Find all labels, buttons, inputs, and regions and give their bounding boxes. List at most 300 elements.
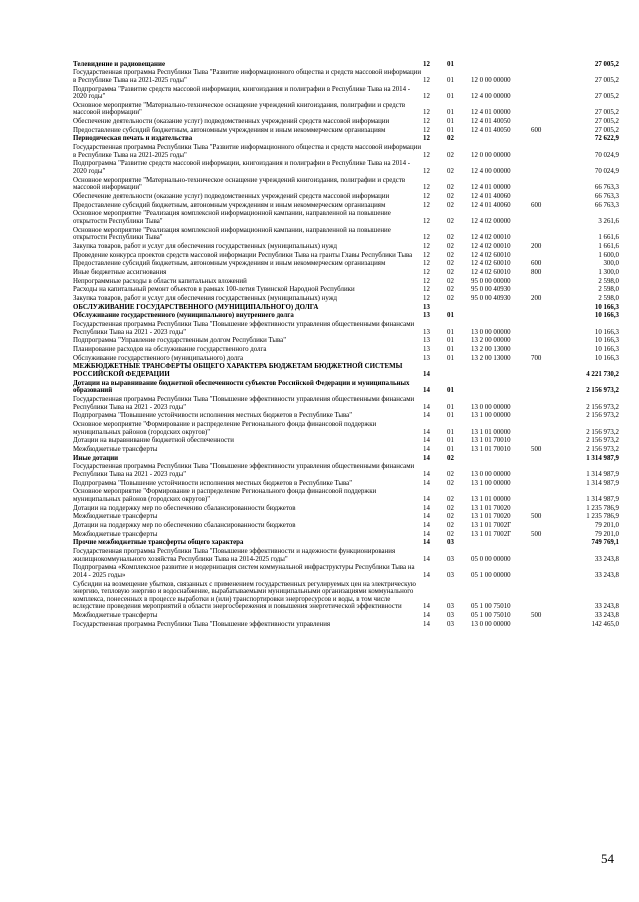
row-amount: 10 166,3 bbox=[594, 354, 619, 362]
row-target-article-code: 12 4 01 00000 bbox=[471, 184, 511, 192]
budget-table bbox=[73, 60, 619, 629]
table-row bbox=[73, 85, 619, 101]
row-target-article-code: 05 1 00 75010 bbox=[471, 612, 511, 620]
row-target-article-code: 12 4 02 00000 bbox=[471, 217, 511, 225]
row-target-article-code: 12 4 02 00010 bbox=[471, 242, 511, 250]
row-subsection-code: 02 bbox=[447, 513, 454, 521]
row-target-article-code: 13 1 00 00000 bbox=[471, 412, 511, 420]
row-target-article-code: 13 2 00 13000 bbox=[471, 354, 511, 362]
row-section-code: 12 bbox=[423, 109, 430, 117]
row-subsection-code: 02 bbox=[447, 286, 454, 294]
row-target-article-code bbox=[471, 312, 531, 321]
row-section-code: 13 bbox=[423, 312, 430, 320]
table-row bbox=[73, 226, 619, 242]
row-amount: 1 314 987,9 bbox=[586, 454, 619, 462]
row-target-article-code bbox=[471, 303, 531, 312]
row-section-code: 14 bbox=[423, 445, 430, 453]
table-row bbox=[73, 160, 619, 176]
row-subsection-code: 01 bbox=[447, 60, 454, 68]
row-target-article-code: 95 0 00 40930 bbox=[471, 286, 511, 294]
row-amount: 66 763,3 bbox=[594, 184, 619, 192]
row-name: Государственная программа Республики Тыва "Развитие информационного общества и средств массовой информации в Республике Тыва на 2021-2025 годы" bbox=[73, 144, 422, 159]
row-name: Предоставление субсидий бюджетным, автономным учреждениям и иным некоммерческим организациям bbox=[73, 201, 386, 209]
row-target-article-code: 13 1 01 70010 bbox=[471, 437, 511, 445]
row-section-code: 12 bbox=[423, 184, 430, 192]
table-row bbox=[73, 192, 619, 201]
row-subsection-code: 02 bbox=[447, 277, 454, 285]
row-section-code: 12 bbox=[423, 260, 430, 268]
row-target-article-code bbox=[471, 135, 531, 144]
row-amount: 10 166,3 bbox=[594, 303, 619, 311]
row-amount: 72 622,9 bbox=[594, 135, 619, 143]
row-section-code: 13 bbox=[423, 303, 430, 311]
row-subsection-code: 02 bbox=[447, 234, 454, 242]
table-row bbox=[73, 445, 619, 454]
row-section-code: 14 bbox=[423, 620, 430, 628]
row-name: Телевидение и радиовещание bbox=[73, 60, 166, 68]
row-section-code: 12 bbox=[423, 251, 430, 259]
row-section-code: 13 bbox=[423, 328, 430, 336]
row-amount: 27 005,2 bbox=[594, 76, 619, 84]
row-subsection-code: 01 bbox=[447, 354, 454, 362]
row-expense-type-code bbox=[531, 135, 561, 144]
row-expense-type-code bbox=[531, 210, 561, 226]
row-expense-type-code bbox=[531, 101, 561, 117]
row-target-article-code: 13 2 00 13000 bbox=[471, 346, 511, 354]
row-target-article-code: 12 4 02 60010 bbox=[471, 251, 511, 259]
row-section-code: 12 bbox=[423, 60, 430, 68]
row-subsection-code: 03 bbox=[447, 555, 454, 563]
table-row bbox=[73, 379, 619, 395]
row-name: Расходы на капитальный ремонт объектов в рамках 100-летия Тувинской Народной Республики bbox=[73, 286, 355, 294]
row-expense-type-code bbox=[531, 420, 561, 436]
row-target-article-code: 13 1 01 70020 bbox=[471, 504, 511, 512]
row-subsection-code: 02 bbox=[447, 530, 454, 538]
row-section-code: 14 bbox=[423, 387, 430, 395]
row-section-code: 14 bbox=[423, 470, 430, 478]
row-name: Планирование расходов на обслуживание государственного долга bbox=[73, 346, 267, 354]
row-subsection-code: 01 bbox=[447, 403, 454, 411]
row-target-article-code: 13 1 01 7002Г bbox=[471, 530, 512, 538]
row-expense-type-code: 500 bbox=[531, 530, 542, 538]
row-target-article-code: 12 4 02 60010 bbox=[471, 268, 511, 276]
page-number: 54 bbox=[601, 851, 614, 866]
row-target-article-code: 13 1 01 70020 bbox=[471, 513, 511, 521]
row-section-code: 14 bbox=[423, 504, 430, 512]
row-amount: 4 221 730,2 bbox=[586, 371, 619, 379]
row-name: Государственная программа Республики Тыва "Повышение эффективности управления общественными финансами Республики Тыва на 2021 - 2023 годы" bbox=[73, 463, 415, 478]
row-subsection-code: 01 bbox=[447, 76, 454, 84]
row-subsection-code: 03 bbox=[447, 539, 454, 547]
row-amount: 27 005,2 bbox=[594, 109, 619, 117]
table-row bbox=[73, 521, 619, 530]
row-expense-type-code: 500 bbox=[531, 612, 542, 620]
row-section-code: 12 bbox=[423, 135, 430, 143]
row-section-code: 12 bbox=[423, 192, 430, 200]
table-row bbox=[73, 176, 619, 192]
row-expense-type-code bbox=[531, 69, 561, 85]
row-amount: 2 598,0 bbox=[598, 277, 619, 285]
row-subsection-code: 03 bbox=[447, 603, 454, 611]
row-subsection-code bbox=[447, 303, 471, 312]
row-target-article-code: 13 1 01 7002Г bbox=[471, 521, 512, 529]
row-expense-type-code bbox=[531, 192, 561, 201]
row-name: Проведение конкурса проектов средств массовой информации Республики Тыва на гранты Главы Республики Тыва bbox=[73, 251, 413, 259]
row-target-article-code bbox=[471, 379, 531, 395]
row-subsection-code: 02 bbox=[447, 504, 454, 512]
row-section-code: 14 bbox=[423, 571, 430, 579]
row-expense-type-code bbox=[531, 547, 561, 563]
table-row bbox=[73, 101, 619, 117]
row-expense-type-code bbox=[531, 395, 561, 411]
row-subsection-code: 02 bbox=[447, 184, 454, 192]
row-section-code: 14 bbox=[423, 530, 430, 538]
row-amount: 1 235 786,9 bbox=[586, 513, 619, 521]
row-section-code: 12 bbox=[423, 242, 430, 250]
row-amount: 27 005,2 bbox=[594, 60, 619, 68]
row-name: Подпрограмма "Развитие средств массовой информации, книгоиздания и полиграфии в Республике Тыва на 2014 - 2020 годы" bbox=[73, 85, 411, 101]
row-expense-type-code bbox=[531, 85, 561, 101]
row-expense-type-code bbox=[531, 144, 561, 160]
row-name: Основное мероприятие "Материально-техническое оснащение учреждений книгоиздания, полиграфии и средств массовой информации" bbox=[73, 101, 406, 117]
row-expense-type-code bbox=[531, 379, 561, 395]
row-expense-type-code bbox=[531, 620, 561, 629]
row-subsection-code: 01 bbox=[447, 428, 454, 436]
row-section-code: 12 bbox=[423, 126, 430, 134]
row-target-article-code: 13 0 00 00000 bbox=[471, 328, 511, 336]
row-target-article-code: 05 1 00 75010 bbox=[471, 603, 511, 611]
row-name: Непрограммные расходы в области капитальных вложений bbox=[73, 277, 247, 285]
row-target-article-code: 13 2 00 00000 bbox=[471, 337, 511, 345]
row-section-code: 12 bbox=[423, 168, 430, 176]
row-expense-type-code bbox=[531, 580, 561, 611]
table-row bbox=[73, 346, 619, 355]
row-target-article-code bbox=[471, 539, 531, 548]
row-section-code: 12 bbox=[423, 286, 430, 294]
row-name: Субсидии на возмещение убытков, связанных с применением государственных регулируемых цен на электрическую энергию, тепловую энергию и водоснабжение, вырабатываемыми муниципальными организациями коммунального комплекса, понесенных в процессе выработки и (или) транспортировки энергоресурсов и воды, в том числе вследствие проведения мероприятий в области энергосбережения и повышения энергетической эффективности bbox=[73, 580, 416, 611]
row-amount: 33 243,8 bbox=[594, 571, 619, 579]
row-amount: 66 763,3 bbox=[594, 201, 619, 209]
row-section-code: 14 bbox=[423, 513, 430, 521]
row-section-code: 14 bbox=[423, 412, 430, 420]
row-expense-type-code bbox=[531, 321, 561, 337]
row-target-article-code: 12 4 02 60010 bbox=[471, 260, 511, 268]
row-section-code: 12 bbox=[423, 268, 430, 276]
row-section-code: 14 bbox=[423, 437, 430, 445]
row-expense-type-code: 600 bbox=[531, 201, 542, 209]
row-target-article-code: 12 4 01 00000 bbox=[471, 109, 511, 117]
row-name: Подпрограмма "Развитие средств массовой информации, книгоиздания и полиграфии в Республике Тыва на 2014 - 2020 годы" bbox=[73, 160, 411, 176]
row-name: Подпрограмма "Повышение устойчивости исполнения местных бюджетов в Республике Тыва" bbox=[73, 479, 353, 487]
row-name: Основное мероприятие "Реализация комплексной информационной кампании, направленной на повышение открытости Республики Тыва" bbox=[73, 226, 391, 242]
row-target-article-code: 12 0 00 00000 bbox=[471, 151, 511, 159]
row-amount: 1 661,6 bbox=[598, 234, 619, 242]
row-expense-type-code bbox=[531, 539, 561, 548]
row-subsection-code: 02 bbox=[447, 479, 454, 487]
row-expense-type-code bbox=[531, 160, 561, 176]
row-expense-type-code bbox=[531, 521, 561, 530]
row-name: Государственная программа Республики Тыва "Развитие информационного общества и средств массовой информации в Республике Тыва на 2021-2025 годы" bbox=[73, 69, 422, 84]
row-subsection-code: 01 bbox=[447, 445, 454, 453]
row-target-article-code: 13 1 01 70010 bbox=[471, 445, 511, 453]
row-expense-type-code bbox=[531, 286, 561, 295]
row-name: Дотации на поддержку мер по обеспечению сбалансированности бюджетов bbox=[73, 504, 296, 512]
table-row bbox=[73, 69, 619, 85]
row-name: Государственная программа Республики Тыва "Повышение эффективности управления общественными финансами Республики Тыва на 2021 - 2023 годы" bbox=[73, 321, 415, 336]
row-amount: 2 156 973,2 bbox=[586, 428, 619, 436]
row-amount: 2 156 973,2 bbox=[586, 387, 619, 395]
row-name: Основное мероприятие "Реализация комплексной информационной кампании, направленной на повышение открытости Республики Тыва" bbox=[73, 210, 391, 225]
table-row bbox=[73, 286, 619, 295]
row-name: Периодическая печать и издательства bbox=[73, 135, 193, 143]
row-name: Дотации на выравнивание бюджетной обеспеченности субъектов Российской Федерации и муниципальных образований bbox=[73, 379, 410, 395]
table-row bbox=[73, 620, 619, 629]
table-row bbox=[73, 201, 619, 210]
row-target-article-code: 12 4 01 40050 bbox=[471, 126, 511, 134]
row-amount: 749 769,1 bbox=[591, 539, 619, 547]
row-name: Закупка товаров, работ и услуг для обеспечения государственных (муниципальных) нужд bbox=[73, 295, 337, 303]
row-expense-type-code: 800 bbox=[531, 268, 542, 276]
row-expense-type-code bbox=[531, 363, 561, 379]
row-target-article-code: 13 0 00 00000 bbox=[471, 470, 511, 478]
row-expense-type-code bbox=[531, 176, 561, 192]
row-name: Основное мероприятие "Формирование и распределение Регионального фонда финансовой поддержки муниципальных районов (городских округов)" bbox=[73, 420, 377, 436]
row-expense-type-code: 700 bbox=[531, 354, 542, 362]
row-amount: 2 598,0 bbox=[598, 286, 619, 294]
row-target-article-code: 13 1 01 00000 bbox=[471, 495, 511, 503]
row-amount: 2 156 973,2 bbox=[586, 403, 619, 411]
row-amount: 1 314 987,9 bbox=[586, 495, 619, 503]
row-name: Иные бюджетные ассигнования bbox=[73, 268, 167, 276]
row-expense-type-code bbox=[531, 488, 561, 504]
row-section-code: 14 bbox=[423, 495, 430, 503]
row-subsection-code: 01 bbox=[447, 337, 454, 345]
row-section-code: 13 bbox=[423, 337, 430, 345]
row-expense-type-code bbox=[531, 118, 561, 127]
row-target-article-code: 05 0 00 00000 bbox=[471, 555, 511, 563]
row-subsection-code: 01 bbox=[447, 346, 454, 354]
table-row bbox=[73, 126, 619, 135]
table-row bbox=[73, 251, 619, 260]
row-amount: 27 005,2 bbox=[594, 93, 619, 101]
row-amount: 3 261,6 bbox=[598, 217, 619, 225]
row-section-code: 14 bbox=[423, 521, 430, 529]
row-subsection-code: 01 bbox=[447, 328, 454, 336]
row-target-article-code bbox=[471, 363, 531, 379]
row-subsection-code: 01 bbox=[447, 387, 454, 395]
row-name: Подпрограмма «Комплексное развитие и модернизация систем коммунальной инфраструктуры Республики Тыва на 2014 - 2025 годы» bbox=[73, 564, 415, 579]
table-row bbox=[73, 260, 619, 269]
row-amount: 70 024,9 bbox=[594, 151, 619, 159]
table-row bbox=[73, 412, 619, 421]
row-subsection-code: 02 bbox=[447, 192, 454, 200]
row-amount: 10 166,3 bbox=[594, 328, 619, 336]
table-row bbox=[73, 295, 619, 304]
table-row bbox=[73, 210, 619, 226]
row-expense-type-code bbox=[531, 337, 561, 346]
row-amount: 10 166,3 bbox=[594, 312, 619, 320]
row-name: Обеспечение деятельности (оказание услуг) подведомственных учреждений средств массовой информации bbox=[73, 192, 390, 200]
table-row bbox=[73, 612, 619, 621]
row-subsection-code: 01 bbox=[447, 93, 454, 101]
table-row bbox=[73, 337, 619, 346]
row-amount: 2 156 973,2 bbox=[586, 437, 619, 445]
table-row bbox=[73, 463, 619, 479]
row-name: Подпрограмма "Управление государственным долгом Республики Тыва" bbox=[73, 337, 287, 345]
row-name: Прочие межбюджетные трансферты общего характера bbox=[73, 539, 244, 547]
row-target-article-code: 13 0 00 00000 bbox=[471, 403, 511, 411]
table-row bbox=[73, 454, 619, 463]
row-name: Межбюджетные трансферты bbox=[73, 513, 158, 521]
table-row bbox=[73, 321, 619, 337]
row-amount: 300,0 bbox=[603, 260, 619, 268]
row-name: Предоставление субсидий бюджетным, автономным учреждениям и иным некоммерческим организациям bbox=[73, 126, 386, 134]
table-row bbox=[73, 268, 619, 277]
row-name: Обеспечение деятельности (оказание услуг) подведомственных учреждений средств массовой информации bbox=[73, 118, 390, 126]
row-amount: 79 201,0 bbox=[594, 530, 619, 538]
row-target-article-code bbox=[471, 454, 531, 463]
row-amount: 142 465,0 bbox=[591, 620, 619, 628]
row-subsection-code: 02 bbox=[447, 251, 454, 259]
row-expense-type-code bbox=[531, 346, 561, 355]
row-section-code: 14 bbox=[423, 403, 430, 411]
table-row bbox=[73, 303, 619, 312]
table-row bbox=[73, 395, 619, 411]
row-section-code: 12 bbox=[423, 217, 430, 225]
table-row bbox=[73, 242, 619, 251]
row-amount: 79 201,0 bbox=[594, 521, 619, 529]
row-subsection-code: 03 bbox=[447, 571, 454, 579]
row-expense-type-code bbox=[531, 251, 561, 260]
row-expense-type-code: 200 bbox=[531, 295, 542, 303]
row-name: Подпрограмма "Повышение устойчивости исполнения местных бюджетов в Республике Тыва" bbox=[73, 412, 353, 420]
table-row bbox=[73, 420, 619, 436]
row-expense-type-code bbox=[531, 454, 561, 463]
row-target-article-code: 13 1 00 00000 bbox=[471, 479, 511, 487]
table-row bbox=[73, 530, 619, 539]
table-row bbox=[73, 580, 619, 611]
row-section-code: 12 bbox=[423, 93, 430, 101]
row-section-code: 12 bbox=[423, 151, 430, 159]
row-subsection-code: 03 bbox=[447, 620, 454, 628]
row-target-article-code: 12 4 00 00000 bbox=[471, 168, 511, 176]
row-name: Межбюджетные трансферты bbox=[73, 530, 158, 538]
row-expense-type-code: 200 bbox=[531, 242, 542, 250]
row-amount: 2 156 973,2 bbox=[586, 445, 619, 453]
row-section-code: 13 bbox=[423, 354, 430, 362]
row-name: Государственная программа Республики Тыва "Повышение эффективности и надежности функционирования жилищнокоммунального хозяйства Республики Тыва на 2014-2025 годы" bbox=[73, 548, 396, 563]
row-name: Межбюджетные трансферты bbox=[73, 612, 158, 620]
table-row bbox=[73, 135, 619, 144]
table-row bbox=[73, 437, 619, 446]
row-section-code: 12 bbox=[423, 295, 430, 303]
row-subsection-code: 01 bbox=[447, 312, 454, 320]
row-subsection-code: 01 bbox=[447, 412, 454, 420]
row-target-article-code: 95 0 00 00000 bbox=[471, 277, 511, 285]
row-amount: 1 300,0 bbox=[598, 268, 619, 276]
row-name: Государственная программа Республики Тыва "Повышение эффективности управления bbox=[73, 620, 331, 628]
row-target-article-code: 13 0 00 00000 bbox=[471, 620, 511, 628]
row-subsection-code: 02 bbox=[447, 217, 454, 225]
row-amount: 2 156 973,2 bbox=[586, 412, 619, 420]
row-amount: 10 166,3 bbox=[594, 346, 619, 354]
row-expense-type-code bbox=[531, 479, 561, 488]
row-target-article-code: 12 4 01 40060 bbox=[471, 192, 511, 200]
row-name: Дотации на поддержку мер по обеспечению сбалансированности бюджетов bbox=[73, 521, 296, 529]
row-subsection-code: 01 bbox=[447, 126, 454, 134]
row-subsection-code: 02 bbox=[447, 242, 454, 250]
row-name: Основное мероприятие "Формирование и распределение Регионального фонда финансовой поддержки муниципальных районов (городских округов)" bbox=[73, 488, 377, 503]
row-amount: 1 314 987,9 bbox=[586, 470, 619, 478]
row-expense-type-code bbox=[531, 437, 561, 446]
table-row bbox=[73, 479, 619, 488]
row-target-article-code: 95 0 00 40930 bbox=[471, 295, 511, 303]
row-target-article-code: 12 4 00 00000 bbox=[471, 93, 511, 101]
row-amount: 33 243,8 bbox=[594, 603, 619, 611]
row-amount: 10 166,3 bbox=[594, 337, 619, 345]
row-name: ОБСЛУЖИВАНИЕ ГОСУДАРСТВЕННОГО (МУНИЦИПАЛЬНОГО) ДОЛГА bbox=[73, 303, 319, 311]
row-expense-type-code bbox=[531, 226, 561, 242]
row-target-article-code: 12 0 00 00000 bbox=[471, 76, 511, 84]
row-subsection-code: 01 bbox=[447, 118, 454, 126]
row-subsection-code: 02 bbox=[447, 268, 454, 276]
table-row bbox=[73, 539, 619, 548]
table-row bbox=[73, 504, 619, 513]
row-name: Обслуживание государственного (муниципального) долга bbox=[73, 354, 244, 362]
row-name: Межбюджетные трансферты bbox=[73, 445, 158, 453]
table-row bbox=[73, 564, 619, 580]
row-amount: 27 005,2 bbox=[594, 126, 619, 134]
row-amount: 2 598,0 bbox=[598, 295, 619, 303]
table-row bbox=[73, 488, 619, 504]
row-section-code: 12 bbox=[423, 76, 430, 84]
row-amount: 1 235 786,9 bbox=[586, 504, 619, 512]
row-target-article-code: 05 1 00 00000 bbox=[471, 571, 511, 579]
table-row bbox=[73, 312, 619, 321]
table-row bbox=[73, 144, 619, 160]
row-expense-type-code: 600 bbox=[531, 260, 542, 268]
table-row bbox=[73, 513, 619, 522]
row-subsection-code: 02 bbox=[447, 135, 454, 143]
row-subsection-code: 02 bbox=[447, 521, 454, 529]
row-subsection-code: 01 bbox=[447, 109, 454, 117]
budget-table-body bbox=[73, 60, 619, 629]
table-row bbox=[73, 118, 619, 127]
row-section-code: 12 bbox=[423, 201, 430, 209]
row-name: Иные дотации bbox=[73, 454, 119, 462]
row-subsection-code: 02 bbox=[447, 151, 454, 159]
row-amount: 1 661,6 bbox=[598, 242, 619, 250]
row-subsection-code: 02 bbox=[447, 295, 454, 303]
row-section-code: 14 bbox=[423, 428, 430, 436]
row-expense-type-code: 500 bbox=[531, 513, 542, 521]
table-row bbox=[73, 277, 619, 286]
row-subsection-code: 03 bbox=[447, 612, 454, 620]
row-subsection-code: 02 bbox=[447, 470, 454, 478]
row-expense-type-code bbox=[531, 312, 561, 321]
row-amount: 70 024,9 bbox=[594, 168, 619, 176]
table-row bbox=[73, 354, 619, 363]
row-name: Дотации на выравнивание бюджетной обеспеченности bbox=[73, 437, 234, 445]
row-subsection-code: 02 bbox=[447, 260, 454, 268]
row-amount: 27 005,2 bbox=[594, 118, 619, 126]
row-section-code: 14 bbox=[423, 479, 430, 487]
row-section-code: 14 bbox=[423, 539, 430, 547]
row-amount: 66 763,3 bbox=[594, 192, 619, 200]
row-target-article-code: 12 4 01 40060 bbox=[471, 201, 511, 209]
row-section-code: 14 bbox=[423, 371, 430, 379]
row-amount: 33 243,8 bbox=[594, 555, 619, 563]
